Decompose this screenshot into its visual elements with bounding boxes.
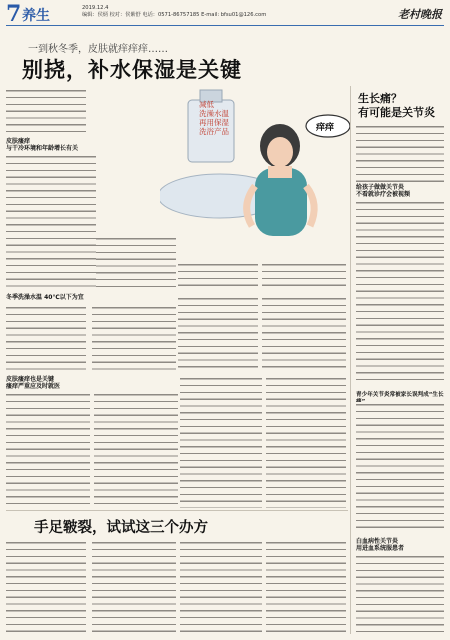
sidebar-paragraph-3: [356, 402, 444, 532]
paragraph-see-doctor-4: [266, 376, 346, 508]
editor-line: 编辑：侯炳 校对：侯紫舒: [82, 12, 141, 18]
subheading-dry-skin: 皮肤瘙痒 与干冷环境和年龄增长有关: [6, 138, 79, 153]
sidebar-subheading-3: 白血病性关节炎 用进血系统服患者: [356, 538, 405, 553]
bottom-paragraph-3: [180, 540, 262, 634]
paragraph-col4-b: [262, 296, 346, 371]
subheading-see-doctor: 皮肤瘙痒也是关键 瘙痒严重应及时就医: [6, 376, 61, 391]
intro-paragraph: [6, 88, 86, 134]
article-subhead: 一到秋冬季，皮肤就痒痒痒……: [28, 44, 168, 55]
email-line: E-mail: bfsu01@126.com: [201, 12, 267, 18]
bottle-label-line: 减低: [199, 100, 214, 109]
bottom-paragraph-1: [6, 540, 86, 634]
paragraph-see-doctor: [6, 392, 90, 508]
bottle-label-line: 洗浴产品: [199, 127, 229, 136]
paragraph-col3: [178, 262, 258, 288]
section-title: 养生: [22, 8, 50, 24]
article-illustration: [160, 86, 350, 258]
sidebar-paragraph-1: [356, 124, 444, 182]
page-header: [6, 3, 444, 26]
paragraph-col3-b: [178, 296, 258, 371]
paragraph-dry-skin-cont: [96, 236, 176, 288]
bottom-paragraph-2: [92, 540, 176, 634]
paragraph-water-temp: [6, 305, 86, 371]
bottle-label: [199, 100, 229, 136]
sidebar-subheading-2: 青少年关节炎常被家长误判成“生长: [356, 392, 444, 398]
bottle-label-line: 再用保湿: [199, 118, 229, 127]
paragraph-dry-skin: [6, 154, 96, 288]
paragraph-see-doctor-2: [94, 392, 178, 508]
masthead-meta: [82, 5, 266, 19]
sidebar-subheading-1: 给孩子做做关节炎 不看就诊疗会被视频: [356, 184, 411, 199]
issue-date: 2019.12.4: [82, 5, 109, 11]
subheading-water-temp: 冬季洗澡水温 40℃以下为宜: [6, 294, 84, 301]
newspaper-brand: 老村晚报: [398, 8, 442, 21]
bottle-label-line: 洗澡水温: [199, 109, 229, 118]
paragraph-water-temp-2: [92, 305, 176, 371]
paragraph-see-doctor-3: [180, 376, 262, 508]
divider: [6, 510, 348, 511]
bottom-paragraph-4: [266, 540, 346, 634]
sidebar-title: 生长痛？ 有可能是关节炎: [358, 92, 435, 119]
page-number: 7: [6, 1, 22, 27]
phone-line: 电话：0571-86757185: [142, 12, 200, 18]
column-divider: [350, 86, 351, 634]
speech-bubble-text: 痒痒: [316, 123, 335, 133]
sidebar-paragraph-2: [356, 200, 444, 386]
bottom-article-title: 手足皲裂，试试这三个办方: [34, 520, 208, 536]
sidebar-paragraph-4: [356, 554, 444, 634]
paragraph-col4: [262, 262, 346, 288]
article-headline: 别挠，补水保湿是关键: [22, 58, 242, 82]
